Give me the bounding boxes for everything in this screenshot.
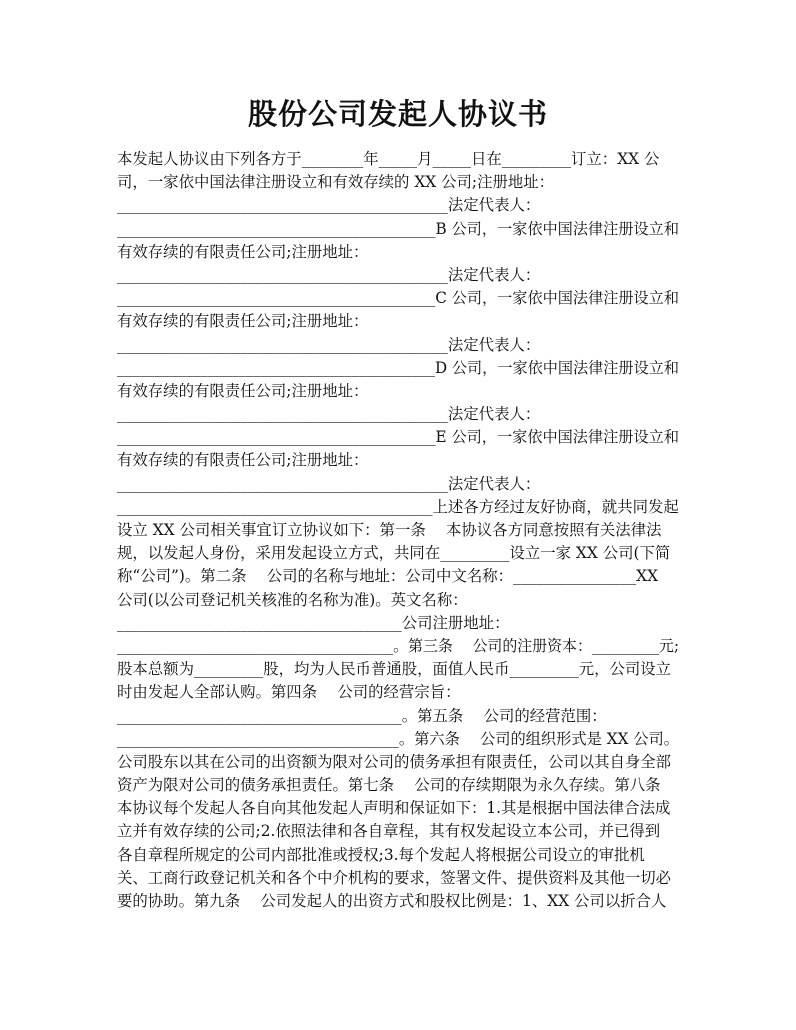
text-line: 公司股东以其在公司的出资额为限对公司的债务承担有限责任，公司以其自身全部 [117, 752, 672, 771]
text-line: 要的协助。第九条 公司发起人的出资方式和股权比例是：1、XX 公司以折合人 [117, 892, 667, 910]
text-line: ___________________________________________法定代表人： [117, 265, 541, 284]
text-line: ___________________________________________法定代表人： [117, 474, 541, 493]
text-line: _____________________________________。第六条 公司的组织形式是 XX 公司。 [117, 729, 679, 748]
text-line: 有效存续的有限责任公司;注册地址： [117, 381, 369, 400]
text-line: _________________________________________上述各方经过友好协商，就共同发起 [117, 497, 679, 516]
text-line: 各自章程所规定的公司内部批准或授权;3.每个发起人将根据公司设立的审批机 [117, 845, 645, 864]
text-line: __________________________________________D 公司，一家依中国法律注册设立和 [117, 358, 679, 377]
text-line: 立并有效存续的公司;2.依照法律和各自章程，其有权发起设立本公司，并已得到 [117, 822, 661, 841]
text-line: _____________________________________。第五条 公司的经营范围： [117, 706, 607, 725]
text-line: 本协议每个发起人各自向其他发起人声明和保证如下：1.其是根据中国法律合法成 [117, 799, 671, 818]
text-line: 称“公司”)。第二条 公司的名称与地址：公司中文名称：________________XX [117, 567, 659, 586]
text-line: _____________________________________公司注册地址： [117, 613, 510, 632]
text-line: 设立 XX 公司相关事宜订立协议如下：第一条 本协议各方同意按照有关法律法 [117, 521, 662, 539]
text-line: 有效存续的有限责任公司;注册地址： [117, 451, 369, 470]
text-line: __________________________________________C 公司，一家依中国法律注册设立和 [117, 289, 679, 308]
text-line: __________________________________________B 公司，一家依中国法律注册设立和 [117, 219, 679, 238]
document-title: 股份公司发起人协议书 [247, 97, 548, 131]
text-line: 资产为限对公司的债务承担责任。第七条 公司的存续期限为永久存续。第八条 [117, 776, 661, 795]
text-line: 有效存续的有限责任公司;注册地址： [117, 312, 369, 331]
text-line: 公司(以公司登记机关核准的名称为准)。英文名称： [117, 590, 468, 609]
text-line: 关、工商行政登记机关和各个中介机构的要求，签署文件、提供资料及其他一切必 [117, 868, 672, 887]
text-line: 有效存续的有限责任公司;注册地址： [117, 242, 369, 261]
text-line: ___________________________________________法定代表人： [117, 405, 541, 424]
text-line: 时由发起人全部认购。第四条 公司的经营宗旨： [117, 683, 461, 702]
text-line: __________________________________________E 公司，一家依中国法律注册设立和 [117, 428, 679, 447]
text-line: ___________________________________________法定代表人： [117, 335, 541, 354]
document-body [117, 148, 679, 913]
text-line: ___________________________________________法定代表人： [117, 196, 541, 215]
text-line: 股本总额为_________股，均为人民币普通股，面值人民币_________元，公司设立 [117, 660, 672, 679]
text-line: 本发起人协议由下列各方于________年_____月_____日在_________订立：XX 公 [117, 150, 660, 168]
text-line: 规，以发起人身份，采用发起设立方式，共同在_________设立一家 XX 公司(下简 [117, 544, 671, 563]
text-line: _____________________________________。第三条 公司的注册资本：_________元; [117, 636, 679, 655]
text-line: 司，一家依中国法律注册设立和有效存续的 XX 公司;注册地址： [117, 173, 555, 192]
